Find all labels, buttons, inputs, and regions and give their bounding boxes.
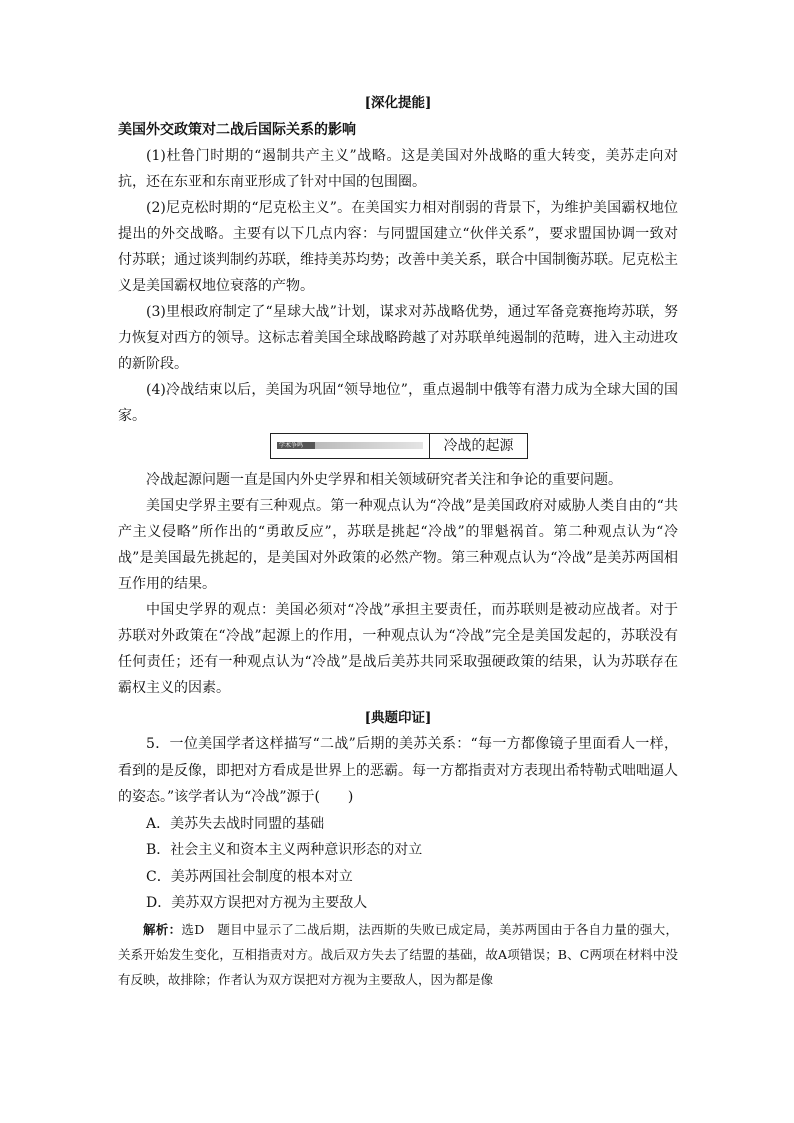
option-b: B．社会主义和资本主义两种意识形态的对立 <box>146 842 423 858</box>
topic-banner <box>270 433 528 459</box>
explanation-text: 选D 题目中显示了二战后期，法西斯的失败已成定局，美苏两国由于各自力量的强大，关系开始发生变化，互相指责对方。战后双方失去了结盟的基础，故A项错误；B、C两项在材料中没有反映，故排除；作者认为双方误把对方视为主要敌人，因为都是像 <box>118 921 678 987</box>
paragraph-7: 中国史学界的观点：美国必须对“冷战”承担主要责任，而苏联则是被动应战者。对于苏联对外政策在“冷战”起源上的作用，一种观点认为“冷战”完全是美国发起的，苏联没有任何责任；还有一种观点认为“冷战”是战后美苏共同采取强硬政策的结果，认为苏联存在霸权主义的因素。 <box>118 602 678 696</box>
paragraph-6: 美国史学界主要有三种观点。第一种观点认为“冷战”是美国政府对威胁人类自由的“共产主义侵略”所作出的“勇敢反应”，苏联是挑起“冷战”的罪魁祸首。第二种观点认为“冷战”是美国最先挑起的，是美国对外政策的必然产物。第三种观点认为“冷战”是美苏两国相互作用的结果。 <box>118 498 678 592</box>
paragraph-1: (1)杜鲁门时期的“遏制共产主义”战略。这是美国对外战略的重大转变，美苏走向对抗，还在东亚和东南亚形成了针对中国的包围圈。 <box>118 148 678 190</box>
paragraph-5: 冷战起源问题一直是国内外史学界和相关领域研究者关注和争论的重要问题。 <box>146 472 622 488</box>
banner-title: 冷战的起源 <box>443 438 514 454</box>
section-subtitle: 美国外交政策对二战后国际关系的影响 <box>118 122 356 138</box>
paragraph-3: (3)里根政府制定了“星球大战”计划，谋求对苏战略优势，通过军备竞赛拖垮苏联，努力恢复对西方的领导。这标志着美国全球战略跨越了对苏联单纯遏制的范畴，进入主动进攻的新阶段。 <box>118 304 678 372</box>
explanation <box>118 917 678 992</box>
paragraph-2: (2)尼克松时期的“尼克松主义”。在美国实力相对削弱的背景下，为维护美国霸权地位提出的外交战略。主要有以下几点内容：与同盟国建立“伙伴关系”，要求盟国协调一致对付苏联；通过谈判制约苏联，维持美苏均势；改善中美关系，联合中国制衡苏联。尼克松主义是美国霸权地位衰落的产物。 <box>118 200 678 294</box>
option-c: C．美苏两国社会制度的根本对立 <box>146 868 353 885</box>
section-heading-deepen: [深化提能] <box>364 95 432 111</box>
page-content <box>118 93 678 992</box>
option-a: A．美苏失去战时同盟的基础 <box>146 815 325 832</box>
question-text: 5．一位美国学者这样描写“二战”后期的美苏关系：“每一方都像镜子里面看人一样，看到的是反像，即把对方看成是世界上的恶霸。每一方都指责对方表现出希特勒式咄咄逼人的姿态。”该学者认为“冷战”源于( ) <box>118 736 678 805</box>
section-heading-example: [典题印证] <box>364 710 432 726</box>
banner-tag: 学术争鸣 <box>279 442 304 449</box>
banner-graphic <box>271 434 430 458</box>
explanation-label: 解析： <box>143 921 182 937</box>
option-d: D．美苏双方误把对方视为主要敌人 <box>146 895 368 911</box>
paragraph-4: (4)冷战结束以后，美国为巩固“领导地位”，重点遏制中俄等有潜力成为全球大国的国家。 <box>118 382 678 424</box>
